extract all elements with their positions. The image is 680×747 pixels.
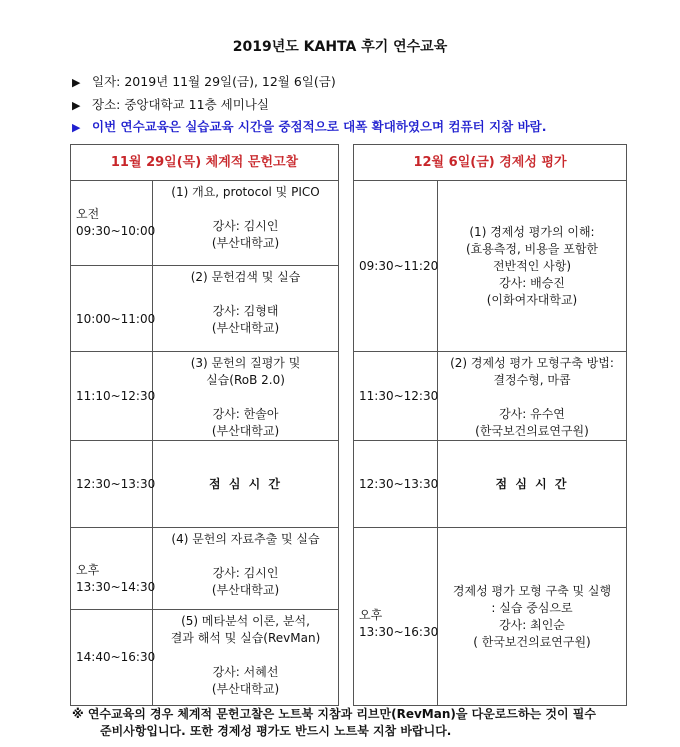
time-cell: 12:30~13:30 xyxy=(354,441,438,528)
footnote xyxy=(72,706,596,740)
time-cell: 오전 09:30~10:00 xyxy=(71,181,153,266)
table-row xyxy=(71,266,339,352)
table-row xyxy=(71,528,339,610)
time-cell: 09:30~11:20 xyxy=(354,181,438,352)
session-cell: (1) 경제성 평가의 이해: (효용측정, 비용을 포함한 전반적인 사항) 강사: 배승진 (이화여자대학교) xyxy=(438,181,627,352)
bullet-triangle-icon: ▶ xyxy=(72,121,81,134)
day2-header: 12월 6일(금) 경제성 평가 xyxy=(354,145,627,181)
info-place-text: 장소: 중앙대학교 11층 세미나실 xyxy=(92,97,269,112)
time-cell: 오후 13:30~16:30 xyxy=(354,528,438,706)
table-row xyxy=(71,352,339,441)
table-row xyxy=(71,441,339,528)
session-cell: (2) 경제성 평가 모형구축 방법: 결정수형, 마콥 강사: 유수연 (한국보건의료연구원) xyxy=(438,352,627,441)
session-cell: 경제성 평가 모형 구축 및 실행 : 실습 중심으로 강사: 최인순 ( 한국보건의료연구원) xyxy=(438,528,627,706)
session-cell: (2) 문헌검색 및 실습 강사: 김형태 (부산대학교) xyxy=(153,266,339,352)
table-row xyxy=(354,352,627,441)
table-row xyxy=(71,181,339,266)
time-cell: 11:10~12:30 xyxy=(71,352,153,441)
info-notice-text: 이번 연수교육은 실습교육 시간을 중점적으로 대폭 확대하였으며 컴퓨터 지참 바람. xyxy=(92,119,547,134)
info-date-text: 일자: 2019년 11월 29일(금), 12월 6일(금) xyxy=(92,74,336,89)
table-row xyxy=(354,181,627,352)
table-row xyxy=(71,610,339,706)
table-row xyxy=(354,441,627,528)
session-cell: (4) 문헌의 자료추출 및 실습 강사: 김시인 (부산대학교) xyxy=(153,528,339,610)
footnote-line-1: ※ 연수교육의 경우 체계적 문헌고찰은 노트북 지참과 리브만(RevMan)을 다운로드하는 것이 필수 xyxy=(72,707,596,721)
session-cell: (3) 문헌의 질평가 및 실습(RoB 2.0) 강사: 한솔아 (부산대학교) xyxy=(153,352,339,441)
bullet-triangle-icon: ▶ xyxy=(72,76,81,89)
time-cell: 14:40~16:30 xyxy=(71,610,153,706)
page-title: 2019년도 KAHTA 후기 연수교육 xyxy=(232,39,448,55)
time-cell: 10:00~11:00 xyxy=(71,266,153,352)
time-cell: 오후 13:30~14:30 xyxy=(71,528,153,610)
info-date xyxy=(72,73,336,92)
bullet-triangle-icon: ▶ xyxy=(72,99,81,112)
time-cell: 11:30~12:30 xyxy=(354,352,438,441)
info-place xyxy=(72,96,269,115)
time-cell: 12:30~13:30 xyxy=(71,441,153,528)
lunch-cell: 점 심 시 간 xyxy=(153,441,339,528)
day1-header: 11월 29일(목) 체계적 문헌고찰 xyxy=(71,145,339,181)
session-cell: (5) 메타분석 이론, 분석, 결과 해석 및 실습(RevMan) 강사: 서혜선 (부산대학교) xyxy=(153,610,339,706)
footnote-line-2: 준비사항입니다. 또한 경제성 평가도 반드시 노트북 지참 바랍니다. xyxy=(100,724,452,738)
table-row xyxy=(354,528,627,706)
info-notice xyxy=(72,118,546,137)
schedule-table-day2 xyxy=(353,144,627,706)
lunch-cell: 점 심 시 간 xyxy=(438,441,627,528)
session-cell: (1) 개요, protocol 및 PICO 강사: 김시인 (부산대학교) xyxy=(153,181,339,266)
schedule-table-day1 xyxy=(70,144,339,706)
